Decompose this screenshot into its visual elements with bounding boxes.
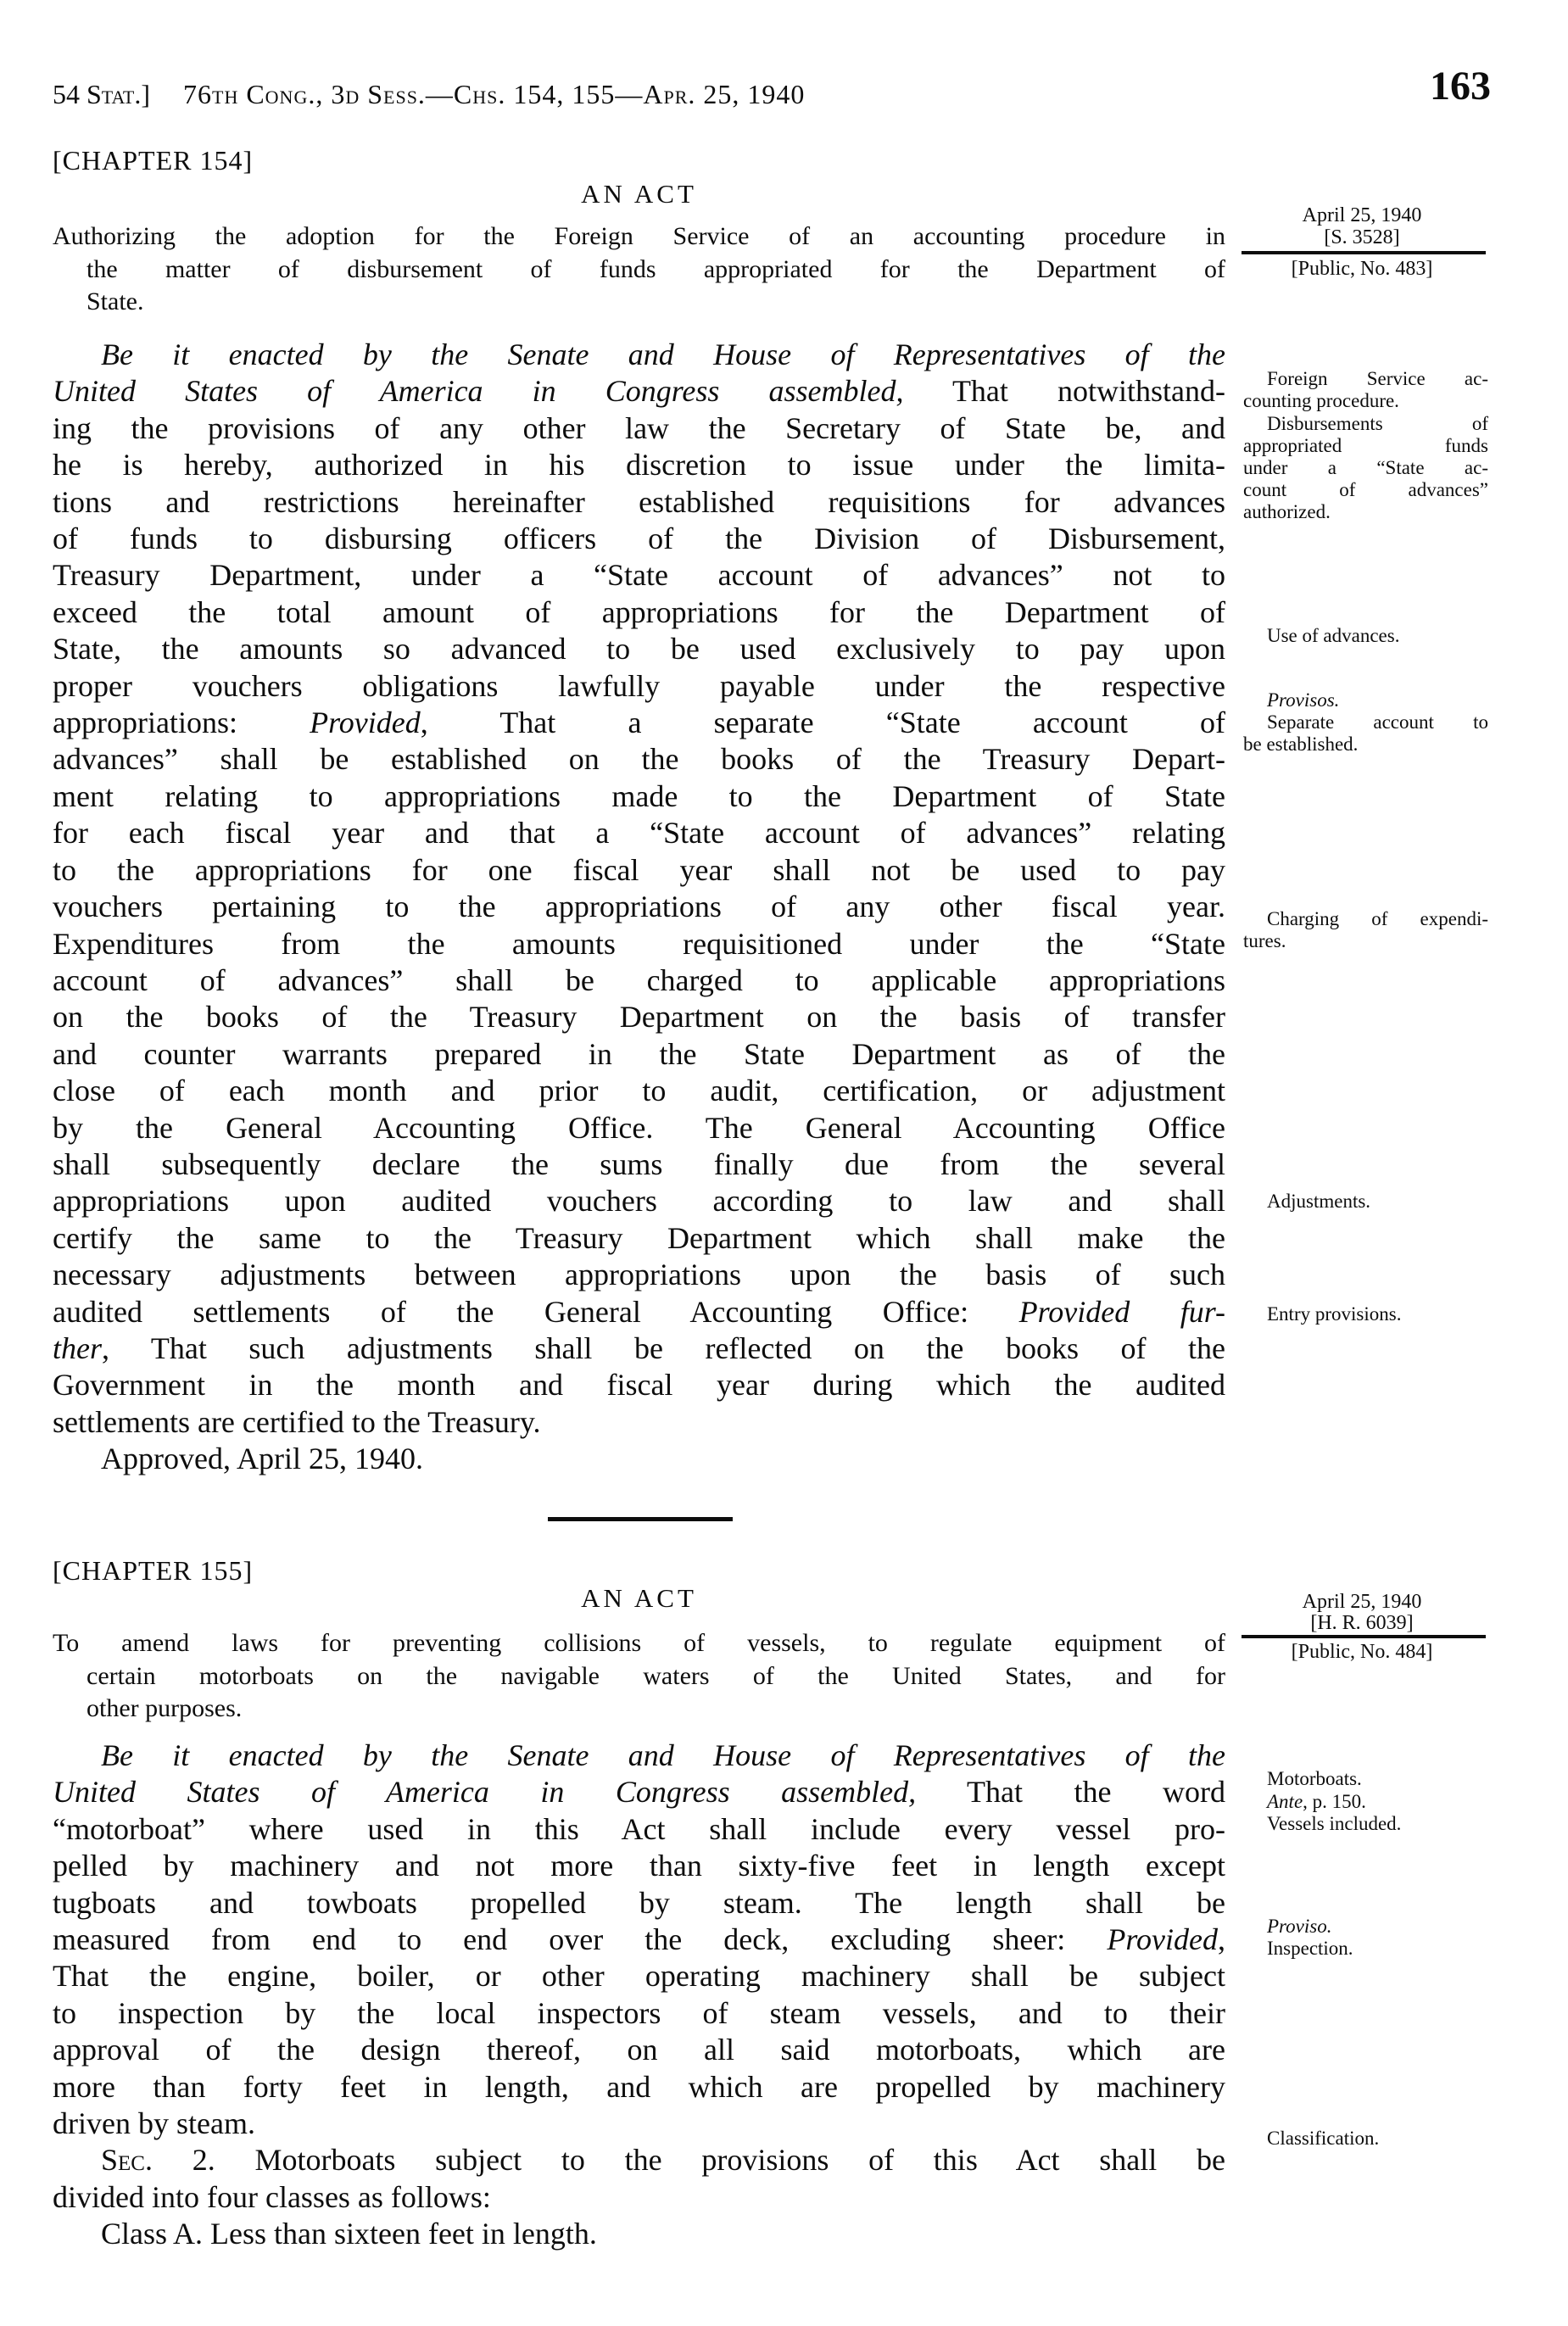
text-run: That the engine, boiler, or other operating machinery shall be subject	[53, 1959, 1225, 1994]
text-run: That notwithstand-	[903, 374, 1225, 409]
text-run: appropriations:	[53, 706, 310, 740]
text-run: , That such adjustments shall be reflected on the books of the	[102, 1330, 1225, 1365]
text-line	[53, 1660, 1225, 1693]
text-run: close of each month and prior to audit, certification, or adjustment	[53, 1074, 1225, 1108]
text-run: Authorizing the adoption for the Foreign Service of an accounting procedure in	[53, 222, 1225, 250]
text-line	[53, 1848, 1225, 1884]
text-run: tions and restrictions hereinafter established requisitions for advances	[53, 484, 1225, 519]
text-run: Provisos.	[1267, 689, 1340, 711]
chapter-154-act-title	[53, 220, 1225, 319]
text-run: To amend laws for preventing collisions of vessels, to regulate equipment of	[53, 1629, 1225, 1657]
text-run: counting procedure.	[1243, 390, 1399, 411]
text-run: account of advances” shall be charged to applicable appropriations	[53, 962, 1225, 997]
chapter-155-sidenote-date: April 25, 1940	[1302, 1591, 1422, 1613]
text-line	[53, 1036, 1225, 1073]
text-line	[53, 852, 1225, 889]
text-run: Vessels included.	[1267, 1813, 1402, 1834]
text-line	[53, 778, 1225, 815]
text-line	[53, 1774, 1225, 1810]
text-run: Inspection.	[1267, 1938, 1353, 1959]
text-line	[53, 286, 1225, 319]
margin-note	[1243, 2128, 1488, 2150]
text-run: Sec.	[101, 2143, 153, 2178]
stat-volume-label: 54 Stat.]	[53, 79, 151, 109]
text-line	[53, 1367, 1225, 1403]
text-line	[1243, 1916, 1488, 1938]
margin-note	[1243, 1791, 1488, 1813]
page-number: 163	[1430, 64, 1491, 109]
chapter-154-body-text	[53, 337, 1225, 1478]
text-line	[53, 594, 1225, 631]
text-line	[53, 705, 1225, 741]
chapter-155-act-title	[53, 1627, 1225, 1726]
text-run: Use of advances.	[1267, 625, 1400, 646]
text-line	[53, 1257, 1225, 1293]
text-run: ,	[1218, 1922, 1225, 1957]
text-line	[1243, 1813, 1488, 1835]
text-run: Entry provisions.	[1267, 1303, 1402, 1325]
text-run: Motorboats.	[1267, 1768, 1362, 1789]
text-run: , p. 150.	[1303, 1791, 1366, 1812]
text-run: more than forty feet in length, and which are propelled by machinery	[53, 2069, 1225, 2104]
chapter-154-label: [CHAPTER 154]	[53, 145, 254, 176]
text-run: Approved, April 25, 1940.	[101, 1442, 423, 1476]
text-line	[53, 631, 1225, 667]
text-run: State.	[86, 287, 144, 315]
text-run: Charging of expendi-	[1267, 908, 1488, 929]
text-line	[53, 926, 1225, 962]
text-run: measured from end to end over the deck, excluding sheer:	[53, 1922, 1108, 1957]
text-run: settlements are certified to the Treasury.	[53, 1404, 541, 1439]
text-line	[53, 1146, 1225, 1183]
text-line	[53, 1110, 1225, 1146]
text-run: tugboats and towboats propelled by steam. The length shall be	[53, 1885, 1225, 1920]
text-run: Adjustments.	[1267, 1191, 1371, 1212]
margin-note	[1243, 1916, 1488, 1938]
text-line	[53, 889, 1225, 925]
text-line	[53, 2069, 1225, 2106]
text-line	[53, 410, 1225, 447]
text-line	[1243, 2128, 1488, 2150]
text-run: Be it enacted by the Senate and House of Representatives of the	[101, 337, 1225, 371]
text-run: certify the same to the Treasury Department which shall make the	[53, 1220, 1225, 1255]
text-run: United States of America in Congress assembled,	[53, 1775, 917, 1810]
text-line	[53, 1738, 1225, 1774]
text-line	[53, 1294, 1225, 1330]
text-run: exceed the total amount of appropriations for the Department of	[53, 594, 1225, 629]
text-run: other purposes.	[86, 1694, 243, 1722]
text-line	[53, 1441, 1225, 1477]
text-run: appropriations upon audited vouchers according to law and shall	[53, 1184, 1225, 1219]
text-line	[53, 1693, 1225, 1726]
chapter-154-sidenote-date: April 25, 1940	[1302, 204, 1422, 226]
text-line	[53, 484, 1225, 521]
text-line	[53, 373, 1225, 410]
text-line	[53, 557, 1225, 594]
text-line	[53, 668, 1225, 705]
text-line	[53, 220, 1225, 254]
section-divider-rule	[548, 1517, 733, 1521]
text-line	[53, 741, 1225, 778]
text-line	[53, 1330, 1225, 1367]
text-run: Foreign Service ac-	[1267, 368, 1488, 389]
text-line	[53, 1811, 1225, 1848]
text-run: Provided	[310, 706, 421, 740]
text-run: of funds to disbursing officers of the Division of Disbursement,	[53, 522, 1225, 556]
text-run: ther	[53, 1330, 102, 1365]
text-line	[53, 337, 1225, 373]
text-run: That the word	[916, 1775, 1225, 1810]
text-run: Treasury Department, under a “State account of advances” not to	[53, 558, 1225, 593]
text-line	[53, 2179, 1225, 2216]
text-run: count of advances”	[1243, 479, 1488, 500]
text-run: ment relating to appropriations made to the Department of State	[53, 778, 1225, 813]
text-line	[53, 1885, 1225, 1922]
text-run: by the General Accounting Office. The General Accounting Office	[53, 1110, 1225, 1145]
text-run: shall subsequently declare the sums finally due from the several	[53, 1146, 1225, 1181]
text-run: Provided fur-	[1018, 1294, 1225, 1329]
chapter-154-bill-number: [S. 3528]	[1324, 226, 1400, 248]
text-line	[53, 521, 1225, 557]
text-run: tures.	[1243, 930, 1286, 951]
text-line	[53, 2142, 1225, 2178]
text-run: the matter of disbursement of funds appropriated for the Department of	[86, 254, 1225, 283]
text-run: authorized.	[1243, 501, 1331, 522]
text-run: , That a separate “State account of	[420, 706, 1225, 740]
text-run: Disbursements of	[1267, 413, 1488, 434]
text-line	[53, 2032, 1225, 2068]
text-line	[53, 1183, 1225, 1219]
text-run: ing the provisions of any other law the Secretary of State be, and	[53, 410, 1225, 445]
chapter-155-label: [CHAPTER 155]	[53, 1555, 254, 1586]
text-run: to the appropriations for one fiscal year shall not be used to pay	[53, 852, 1225, 887]
text-run: approval of the design thereof, on all said motorboats, which are	[53, 2033, 1225, 2067]
text-run: and counter warrants prepared in the State Department as of the	[53, 1036, 1225, 1071]
text-run: necessary adjustments between appropriations upon the basis of such	[53, 1258, 1225, 1292]
text-run: be established.	[1243, 733, 1359, 755]
chapter-155-public-law-number: [Public, No. 484]	[1291, 1641, 1433, 1663]
text-run: State, the amounts so advanced to be used exclusively to pay upon	[53, 632, 1225, 667]
text-line	[1243, 1768, 1488, 1790]
margin-notes-chapter-155	[1243, 0, 1488, 2326]
text-run: divided into four classes as follows:	[53, 2179, 491, 2214]
text-line	[53, 1220, 1225, 1257]
text-run: Ante	[1267, 1791, 1303, 1812]
text-line	[53, 815, 1225, 851]
text-run: United States of America in Congress assembled,	[53, 374, 904, 409]
text-run: Be it enacted by the Senate and House of Representatives of the	[101, 1738, 1225, 1772]
text-line	[53, 2216, 1225, 2252]
text-line	[53, 962, 1225, 999]
text-line	[53, 999, 1225, 1035]
text-run: driven by steam.	[53, 2106, 255, 2141]
text-line	[53, 447, 1225, 483]
text-run: he is hereby, authorized in his discretion to issue under the limita-	[53, 448, 1225, 482]
text-run: Proviso.	[1267, 1916, 1332, 1937]
text-run: Class A. Less than sixteen feet in length.	[101, 2217, 597, 2251]
text-line	[53, 1958, 1225, 1994]
text-run: 2. Motorboats subject to the provisions of this Act shall be	[152, 2143, 1225, 2178]
text-run: appropriated funds	[1243, 435, 1488, 456]
text-run: audited settlements of the General Accounting Office:	[53, 1294, 1019, 1329]
text-run: Government in the month and fiscal year during which the audited	[53, 1368, 1225, 1403]
chapter-155-bill-number: [H. R. 6039]	[1310, 1612, 1414, 1634]
chapter-154-public-law-number: [Public, No. 483]	[1291, 258, 1433, 280]
margin-note	[1243, 1768, 1488, 1790]
text-run: Provided	[1107, 1922, 1218, 1957]
chapter-155-body-text	[53, 1738, 1225, 2253]
text-run: Classification.	[1267, 2128, 1380, 2149]
chapter-154-act-heading: AN ACT	[581, 179, 697, 209]
text-run: advances” shall be established on the books of the Treasury Depart-	[53, 742, 1225, 777]
text-run: “motorboat” where used in this Act shall include every vessel pro-	[53, 1811, 1225, 1846]
text-line	[53, 1922, 1225, 1958]
text-line	[53, 1627, 1225, 1660]
text-run: proper vouchers obligations lawfully payable under the respective	[53, 668, 1225, 703]
chapter-155-act-heading: AN ACT	[581, 1583, 697, 1613]
text-run: for each fiscal year and that a “State account of advances” relating	[53, 816, 1225, 851]
margin-note	[1243, 1938, 1488, 1960]
text-line	[1243, 1791, 1488, 1813]
text-run: Separate account to	[1267, 711, 1488, 733]
text-line	[53, 2106, 1225, 2142]
text-run: Expenditures from the amounts requisitioned under the “State	[53, 926, 1225, 961]
text-line	[53, 1073, 1225, 1109]
header-citation: 76th Cong., 3d Sess.—Chs. 154, 155—Apr. 25, 1940	[183, 79, 806, 109]
text-run: vouchers pertaining to the appropriations of any other fiscal year.	[53, 890, 1225, 924]
margin-note	[1243, 1813, 1488, 1835]
text-run: on the books of the Treasury Department on the basis of transfer	[53, 1000, 1225, 1035]
text-run: under a “State ac-	[1243, 457, 1488, 478]
text-line	[1243, 1938, 1488, 1960]
text-line	[53, 254, 1225, 287]
text-line	[53, 1995, 1225, 2032]
text-run: to inspection by the local inspectors of steam vessels, and to their	[53, 1995, 1225, 2030]
text-run: pelled by machinery and not more than sixty-five feet in length except	[53, 1849, 1225, 1883]
text-run: certain motorboats on the navigable waters of the United States, and for	[86, 1661, 1225, 1690]
text-line	[53, 1404, 1225, 1441]
